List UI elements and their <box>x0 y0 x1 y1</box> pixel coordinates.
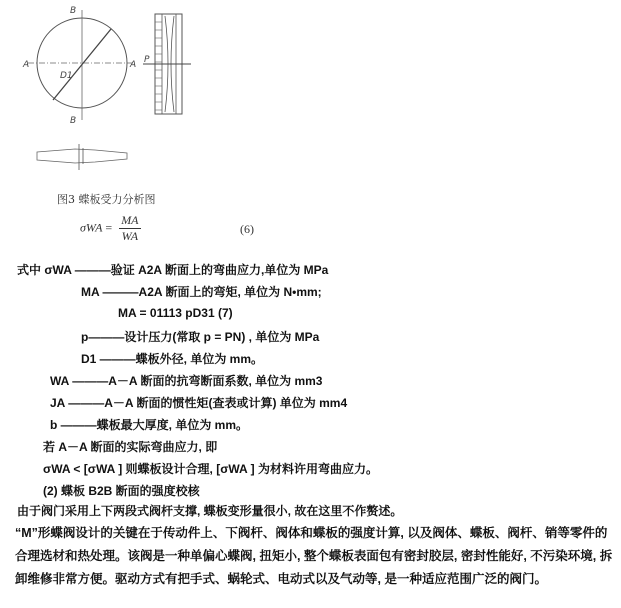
label-b-bottom: B <box>70 116 77 125</box>
definition-ma: MA ———A2A 断面上的弯矩, 单位为 N•mm; <box>81 285 322 299</box>
butterfly-plate-front-view <box>20 5 140 125</box>
formula-numerator: MA <box>121 213 139 227</box>
definition-p: p———设计压力(常取 p = PN) , 单位为 MPa <box>81 330 320 344</box>
formula-equals: = <box>105 220 113 235</box>
definition-sigma-wa: 式中 σWA ———验证 A2A 断面上的弯曲应力,单位为 MPa <box>17 263 329 277</box>
formula-lhs: σWA <box>80 220 103 235</box>
equation-7: MA = 01113 pD31 (7) <box>118 306 233 320</box>
definition-ja: JA ———A－A 断面的惯性矩(查表或计算) 单位为 mm4 <box>50 396 348 410</box>
formula-denominator: WA <box>121 229 139 243</box>
label-a-left: A <box>23 60 30 70</box>
figure-caption: 图3 蝶板受力分析图 <box>57 193 156 206</box>
label-p: P <box>144 55 150 65</box>
condition-inequality: σWA < [σWA ] 则蝶板设计合理, [σWA ] 为材料许用弯曲应力。 <box>43 462 378 476</box>
conclusion-paragraph: “M”形蝶阀设计的关键在于传动件上、下阀杆、阀体和蝶板的强度计算, 以及阀体、蝶板、阀杆、销等零件的合理选材和热处理。该阀是一种单偏心蝶阀, 扭矩小, 整个蝶板表面包有密封胶层, 密封性能好, 不污染环境, 拆卸维修非常方便。驱动方式有把手式、蜗轮式、电动式以及气动等, 是一种适应范围广泛的阀门。 <box>15 526 613 586</box>
definition-d1: D1 ———蝶板外径, 单位为 mm。 <box>81 352 264 366</box>
formula-number: (6) <box>240 222 254 236</box>
label-d1: D1 <box>60 71 73 81</box>
formula-6 <box>80 213 141 244</box>
label-b-top: B <box>70 6 77 16</box>
condition-text: 若 A－A 断面的实际弯曲应力, 即 <box>43 440 218 454</box>
definition-wa: WA ———A－A 断面的抗弯断面系数, 单位为 mm3 <box>50 374 323 388</box>
section-heading-b2b: (2) 蝶板 B2B 断面的强度校核 <box>43 484 200 498</box>
definition-b: b ———蝶板最大厚度, 单位为 mm。 <box>50 418 249 432</box>
label-a-right: A <box>130 60 137 70</box>
note-deformation: 由于阀门采用上下两段式阀杆支撑, 蝶板变形量很小, 故在这里不作赘述。 <box>17 504 403 518</box>
formula-fraction <box>119 213 140 244</box>
butterfly-plate-section-view <box>35 142 135 172</box>
butterfly-plate-side-view <box>143 8 193 120</box>
